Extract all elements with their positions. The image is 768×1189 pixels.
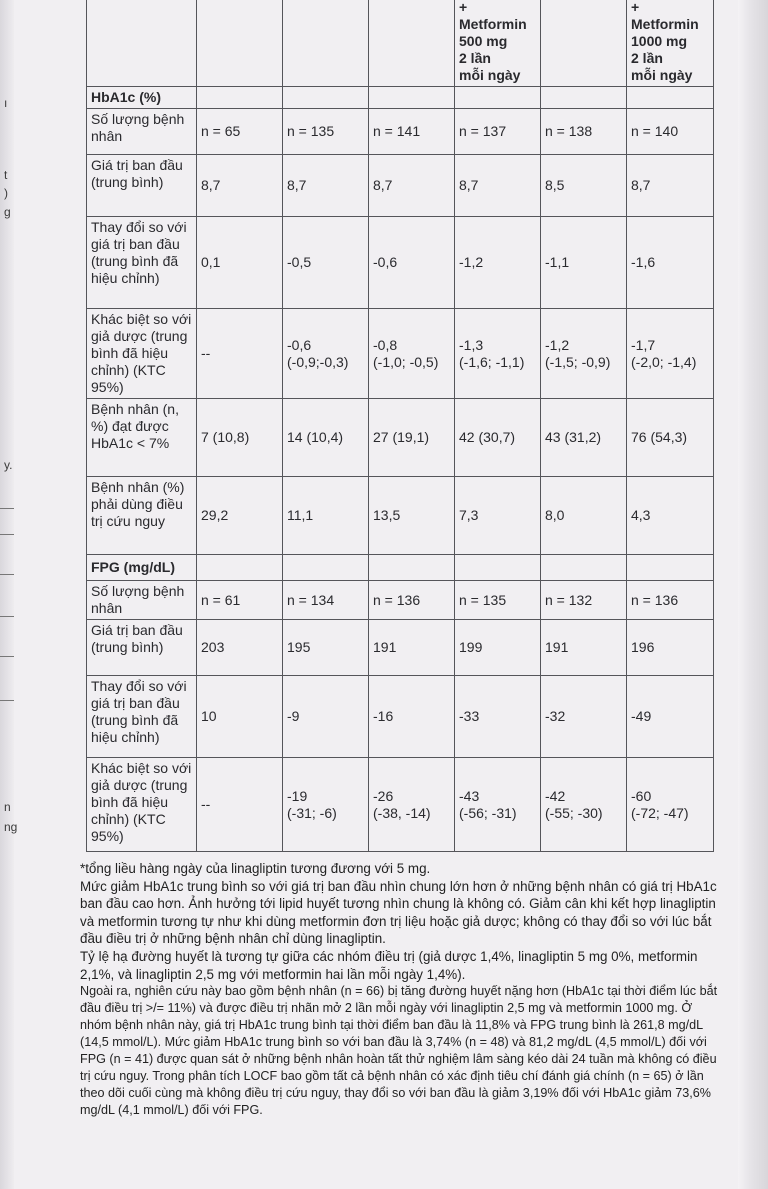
row-label: Thay đổi so với giá trị ban đầu (trung bình đã hiệu chỉnh): [87, 217, 197, 309]
row-label: Số lượng bệnh nhân: [87, 109, 197, 155]
row-label: Khác biệt so với giả dược (trung bình đã hiệu chỉnh) (KTC 95%): [87, 758, 197, 852]
table-cell: 4,3: [627, 477, 714, 555]
table-cell: n = 138: [541, 109, 627, 155]
table-row: [87, 581, 714, 620]
table-cell: -1,2: [455, 217, 541, 309]
table-cell: n = 135: [455, 581, 541, 620]
table-cell: --: [197, 758, 283, 852]
row-label: Thay đổi so với giá trị ban đầu (trung bình đã hiệu chỉnh): [87, 676, 197, 758]
table-cell: -0,5: [283, 217, 369, 309]
section-title-fpg: FPG (mg/dL): [87, 555, 197, 581]
table-cell: n = 61: [197, 581, 283, 620]
table-cell: 191: [541, 620, 627, 676]
table-cell: 7 (10,8): [197, 399, 283, 477]
page-edge: [738, 0, 768, 1189]
table-cell: -26 (-38, -14): [369, 758, 455, 852]
table-cell: 8,7: [197, 155, 283, 217]
efficacy-table: [86, 0, 714, 852]
table-cell: -0,6: [369, 217, 455, 309]
table-row: [87, 477, 714, 555]
table-cell: n = 134: [283, 581, 369, 620]
table-cell: 195: [283, 620, 369, 676]
table-row: [87, 676, 714, 758]
table-header-row: [87, 0, 714, 87]
table-cell: 42 (30,7): [455, 399, 541, 477]
table-cell: -32: [541, 676, 627, 758]
table-cell: 14 (10,4): [283, 399, 369, 477]
row-label: Khác biệt so với giả dược (trung bình đã hiệu chỉnh) (KTC 95%): [87, 309, 197, 399]
footnote: *tổng liều hàng ngày của linagliptin tương đương với 5 mg.: [80, 861, 431, 876]
table-row: [87, 155, 714, 217]
table-cell: -16: [369, 676, 455, 758]
table-cell: n = 136: [627, 581, 714, 620]
table-cell: -1,2 (-1,5; -0,9): [541, 309, 627, 399]
table-cell: 8,7: [455, 155, 541, 217]
table-cell: -0,6 (-0,9;-0,3): [283, 309, 369, 399]
table-row: [87, 109, 714, 155]
table-cell: n = 135: [283, 109, 369, 155]
table-cell: -43 (-56; -31): [455, 758, 541, 852]
table-cell: 27 (19,1): [369, 399, 455, 477]
paragraph-hba1c-weight: Mức giảm HbA1c trung bình so với giá trị ban đầu nhìn chung lớn hơn ở những bệnh nhân có giá trị HbA1c ban đầu cao hơn. Ảnh hưởng tới lipid huyết tương nhìn chung là không có. Giảm cân khi kết hợp linagliptin và metformin tương tự như khi dùng metformin đơn trị liệu hoặc giả dược; không có thay đổi so với lúc bắt đầu điều trị ở những bệnh nhân chỉ dùng linagliptin.: [80, 878, 717, 947]
table-cell: -9: [283, 676, 369, 758]
col-header-metformin-500: + Metformin 500 mg 2 lần mỗi ngày: [455, 0, 541, 87]
row-label: Bệnh nhân (%) phải dùng điều trị cứu nguy: [87, 477, 197, 555]
table-row: [87, 758, 714, 852]
table-cell: 8,7: [283, 155, 369, 217]
table-cell: 43 (31,2): [541, 399, 627, 477]
table-cell: 13,5: [369, 477, 455, 555]
table-cell: 191: [369, 620, 455, 676]
section-row-hba1c: [87, 87, 714, 109]
table-row: [87, 620, 714, 676]
table-cell: -49: [627, 676, 714, 758]
table-cell: n = 65: [197, 109, 283, 155]
table-cell: n = 137: [455, 109, 541, 155]
table-cell: 8,0: [541, 477, 627, 555]
table-cell: 76 (54,3): [627, 399, 714, 477]
table-cell: -1,3 (-1,6; -1,1): [455, 309, 541, 399]
row-label: Bệnh nhân (n, %) đạt được HbA1c < 7%: [87, 399, 197, 477]
table-cell: -60 (-72; -47): [627, 758, 714, 852]
row-label: Số lượng bệnh nhân: [87, 581, 197, 620]
table-cell: -42 (-55; -30): [541, 758, 627, 852]
table-cell: n = 140: [627, 109, 714, 155]
table-cell: 10: [197, 676, 283, 758]
table-cell: -1,1: [541, 217, 627, 309]
table-cell: -1,6: [627, 217, 714, 309]
table-cell: 8,7: [369, 155, 455, 217]
table-cell: 203: [197, 620, 283, 676]
table-row: [87, 309, 714, 399]
table-cell: -33: [455, 676, 541, 758]
paragraph-severe-hyperglycemia: Ngoài ra, nghiên cứu này bao gồm bệnh nhân (n = 66) bị tăng đường huyết nặng hơn (HbA1c tại thời điểm lúc bắt đầu điều trị >/= 11%) và được điều trị nhãn mở 2 lần mỗi ngày với linagliptin 2,5 mg và metformin 1000 mg. Ở nhóm bệnh nhân này, giá trị HbA1c trung bình tại thời điểm ban đầu là 11,8% và FPG trung bình là 261,8 mg/dL (14,5 mmol/L). Mức giảm HbA1c trung bình so với ban đầu là 3,74% (n = 48) và 81,2 mg/dL (4,5 mmol/L) đối với FPG (n = 41) được quan sát ở những bệnh nhân hoàn tất thử nghiệm lâm sàng kéo dài 24 tuần mà không có điều trị cứu nguy. Trong phân tích LOCF bao gồm tất cả bệnh nhân có xác định tiêu chí đánh giá chính (n = 65) ở lần theo dõi cuối cùng mà không điều trị cứu nguy, thay đổi so với ban đầu là giảm 3,19% đối với HbA1c giảm 73,6% mg/dL (4,1 mmol/L) đối với FPG.: [80, 984, 718, 1118]
table-cell: n = 136: [369, 581, 455, 620]
table-cell: 7,3: [455, 477, 541, 555]
table-cell: 0,1: [197, 217, 283, 309]
col-header-metformin-1000: + Metformin 1000 mg 2 lần mỗi ngày: [627, 0, 714, 87]
row-label: Giá trị ban đầu (trung bình): [87, 155, 197, 217]
table-cell: -1,7 (-2,0; -1,4): [627, 309, 714, 399]
table-cell: n = 141: [369, 109, 455, 155]
notes-section: [80, 860, 720, 1119]
row-label: Giá trị ban đầu (trung bình): [87, 620, 197, 676]
section-row-fpg: [87, 555, 714, 581]
table-cell: 29,2: [197, 477, 283, 555]
table-cell: 8,5: [541, 155, 627, 217]
table-row: [87, 217, 714, 309]
left-margin-marks: ı t ) g y. n ng: [0, 0, 20, 1189]
table-cell: -0,8 (-1,0; -0,5): [369, 309, 455, 399]
table-cell: 196: [627, 620, 714, 676]
section-title-hba1c: HbA1c (%): [87, 87, 197, 109]
table-row: [87, 399, 714, 477]
table-cell: --: [197, 309, 283, 399]
paragraph-hypoglycemia: Tỷ lệ hạ đường huyết là tương tự giữa các nhóm điều trị (giả dược 1,4%, linagliptin 5 mg 0%, metformin 2,1%, và linagliptin 2,5 mg với metformin hai lần mỗi ngày 1,4%).: [80, 948, 698, 982]
table-cell: -19 (-31; -6): [283, 758, 369, 852]
table-cell: 8,7: [627, 155, 714, 217]
table-cell: n = 132: [541, 581, 627, 620]
table-cell: 11,1: [283, 477, 369, 555]
table-cell: 199: [455, 620, 541, 676]
